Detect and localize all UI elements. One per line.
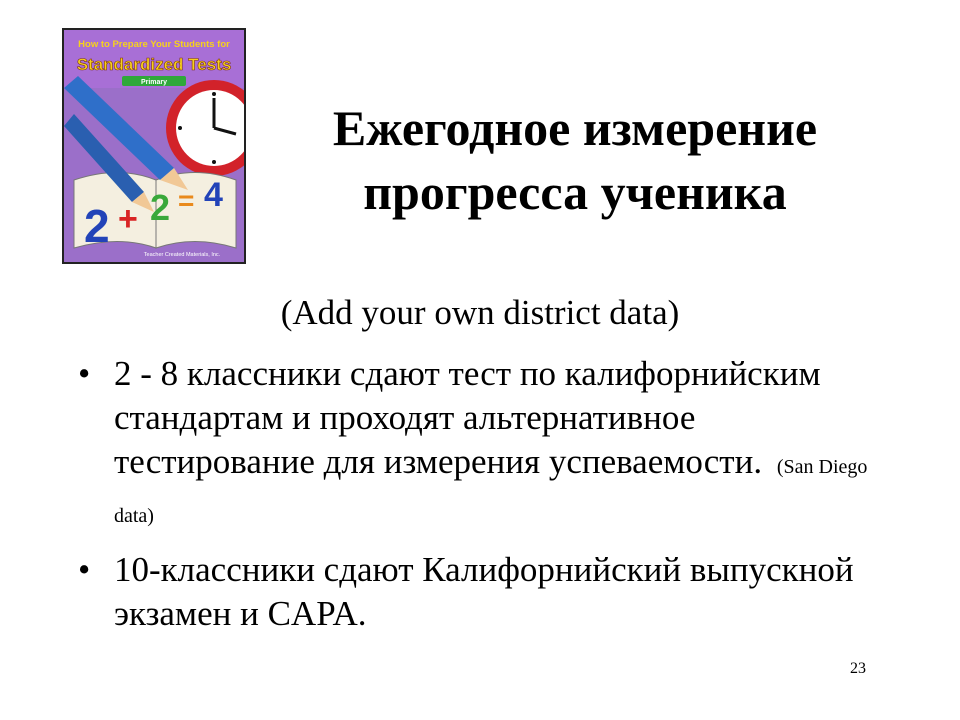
cover-title-line2: Standardized Tests xyxy=(76,55,232,74)
bullet-item xyxy=(78,352,878,538)
slide-title-line1: Ежегодное измерение xyxy=(332,100,818,156)
cover-equals: = xyxy=(178,185,195,216)
slide-title-line2: прогресса ученика xyxy=(363,164,787,220)
cover-publisher: Teacher Created Materials, Inc. xyxy=(143,252,221,258)
cover-digit-2a: 2 xyxy=(84,200,110,252)
slide-subtitle: (Add your own district data) xyxy=(280,293,680,332)
bullet-item xyxy=(78,548,878,636)
book-cover-image xyxy=(62,28,246,264)
cover-digit-4: 4 xyxy=(204,176,223,214)
cover-grade-label: Primary xyxy=(140,79,168,86)
bullet-text: 10-классники сдают Калифорнийский выпускной экзамен и CAPA. xyxy=(114,550,854,633)
bullet-text: 2 - 8 классники сдают тест по калифорнийским стандартам и проходят альтернативное тестирование для измерения успеваемости. xyxy=(114,354,821,481)
slide-title xyxy=(260,96,890,224)
page-number: 23 xyxy=(850,660,866,677)
bullet-marker: • xyxy=(78,354,91,393)
bullet-note: (San Diego data) xyxy=(114,456,868,527)
bullet-list xyxy=(78,352,878,646)
book-cover-illustration xyxy=(64,30,244,262)
cover-plus: + xyxy=(118,200,138,238)
cover-digit-2b: 2 xyxy=(150,187,171,228)
cover-title-line1: How to Prepare Your Students for xyxy=(78,39,230,50)
bullet-marker: • xyxy=(78,550,91,589)
